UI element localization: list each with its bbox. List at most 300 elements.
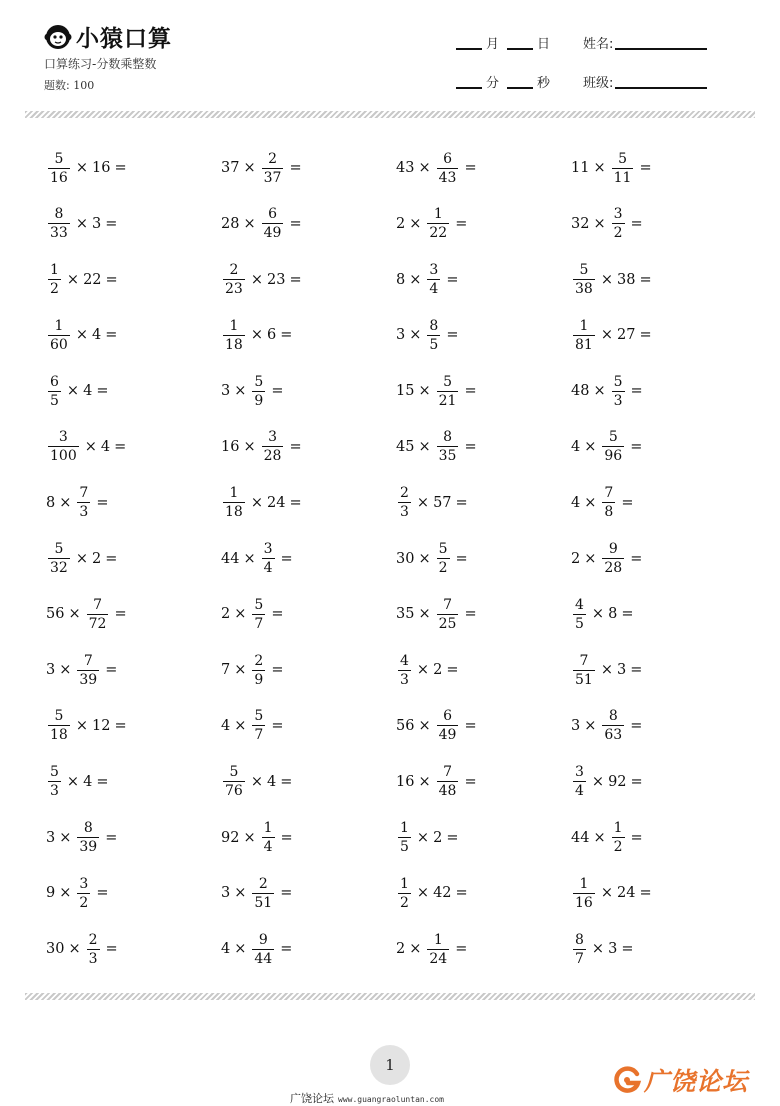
denominator: 35 [438, 448, 457, 465]
equals-sign: = [621, 606, 634, 623]
equals-sign: = [630, 717, 643, 734]
numerator: 3 [263, 541, 273, 558]
equals-sign: = [114, 606, 127, 623]
fraction [573, 654, 595, 687]
fraction [77, 654, 99, 687]
equals-sign: = [455, 885, 468, 902]
denominator: 44 [254, 950, 273, 967]
equals-sign: = [271, 606, 284, 623]
numerator: 1 [54, 317, 64, 334]
fraction [252, 654, 265, 687]
times-sign: × [600, 327, 613, 344]
fraction [223, 486, 245, 519]
equals-sign: = [455, 941, 468, 958]
integer: 16 [396, 773, 415, 790]
integer: 8 [608, 606, 618, 623]
times-sign: × [66, 271, 80, 288]
denominator: 51 [575, 671, 593, 688]
fraction [262, 207, 284, 240]
times-sign: × [250, 271, 263, 288]
fraction [602, 430, 624, 463]
denominator: 4 [263, 560, 273, 577]
denominator: 9 [254, 392, 264, 409]
denominator: 24 [429, 950, 448, 967]
problem-item [46, 647, 221, 693]
numerator: 3 [268, 429, 277, 446]
numerator: 9 [258, 931, 268, 948]
equals-sign: = [464, 383, 477, 400]
denominator: 18 [225, 336, 243, 353]
integer: 3 [616, 662, 627, 679]
day-label: 日 [537, 37, 551, 52]
fraction [573, 933, 586, 966]
denominator: 16 [50, 169, 68, 186]
numerator: 8 [608, 708, 618, 725]
integer: 43 [396, 160, 415, 176]
equals-sign: = [105, 941, 118, 958]
equals-sign: = [289, 438, 302, 455]
numerator: 8 [83, 820, 93, 837]
numerator: 4 [400, 652, 409, 669]
times-sign: × [584, 550, 597, 567]
fraction [252, 709, 265, 742]
problem-item [221, 312, 396, 358]
times-sign: × [409, 327, 422, 344]
times-sign: × [418, 717, 431, 734]
problem-item [396, 870, 571, 916]
integer: 23 [266, 271, 286, 288]
equals-sign: = [446, 327, 459, 344]
times-sign: × [418, 383, 431, 400]
problem-item [221, 536, 396, 582]
equals-sign: = [630, 550, 643, 567]
integer: 4 [83, 383, 93, 400]
integer: 3 [46, 829, 56, 846]
denominator: 60 [50, 336, 68, 353]
class-blank[interactable] [615, 87, 707, 89]
denominator: 63 [604, 727, 623, 744]
fraction [573, 765, 586, 798]
denominator: 4 [575, 783, 584, 800]
numerator: 1 [229, 485, 239, 502]
problem-item [46, 201, 221, 247]
equals-sign: = [446, 271, 459, 288]
denominator: 38 [575, 281, 593, 298]
problem-item [221, 368, 396, 414]
integer: 11 [571, 160, 590, 176]
denominator: 81 [575, 336, 593, 353]
numerator: 5 [254, 596, 264, 613]
problem-item [46, 424, 221, 470]
equals-sign: = [464, 773, 477, 790]
problem-item [221, 870, 396, 916]
fraction [262, 152, 284, 185]
denominator: 3 [79, 504, 89, 521]
problem-item [571, 145, 746, 191]
problem-item [221, 759, 396, 805]
integer: 3 [91, 215, 102, 232]
problem-item [46, 870, 221, 916]
numerator: 2 [88, 931, 98, 948]
minute-label: 分 [486, 76, 500, 91]
times-sign: × [243, 160, 256, 176]
problem-item [46, 591, 221, 637]
fraction [223, 319, 245, 352]
watermark-text: 广饶论坛 [644, 1067, 749, 1096]
fraction [262, 821, 275, 854]
equals-sign: = [280, 829, 293, 846]
times-sign: × [416, 885, 430, 902]
equals-sign: = [639, 327, 652, 344]
problem-item [46, 368, 221, 414]
denominator: 2 [79, 894, 89, 911]
problem-item [571, 201, 746, 247]
integer: 56 [46, 606, 65, 623]
page-number-text: 1 [385, 1056, 395, 1074]
denominator: 3 [88, 950, 98, 967]
fraction [262, 430, 284, 463]
fraction [48, 319, 70, 352]
equals-sign: = [280, 327, 293, 344]
equals-sign: = [105, 215, 118, 232]
times-sign: × [234, 885, 247, 902]
bottom-divider [25, 993, 755, 1000]
problem-item [571, 368, 746, 414]
denominator: 3 [50, 783, 59, 800]
problem-item [571, 870, 746, 916]
numerator: 6 [268, 206, 277, 223]
equals-sign: = [630, 829, 643, 846]
numerator: 1 [433, 206, 443, 223]
name-blank[interactable] [615, 48, 707, 50]
problem-item [46, 312, 221, 358]
denominator: 5 [575, 615, 584, 632]
numerator: 8 [429, 317, 439, 334]
integer: 57 [433, 494, 452, 511]
integer: 12 [91, 717, 111, 734]
times-sign: × [600, 271, 613, 288]
equals-sign: = [464, 606, 477, 623]
problem-item [571, 759, 746, 805]
times-sign: × [416, 829, 430, 846]
times-sign: × [234, 606, 247, 623]
integer: 45 [396, 438, 415, 455]
equals-sign: = [289, 494, 302, 511]
integer: 42 [433, 885, 452, 902]
integer: 2 [433, 662, 443, 679]
numerator: 1 [579, 317, 589, 334]
denominator: 2 [438, 560, 448, 577]
equals-sign: = [280, 885, 293, 902]
equals-sign: = [289, 215, 302, 232]
numerator: 1 [613, 820, 623, 837]
second-blank[interactable] [507, 87, 533, 89]
times-sign: × [59, 829, 72, 846]
integer: 9 [46, 885, 56, 902]
fraction [427, 933, 449, 966]
problem-item [46, 759, 221, 805]
integer: 2 [396, 215, 406, 232]
equals-sign: = [464, 717, 477, 734]
equals-sign: = [114, 717, 127, 734]
numerator: 5 [50, 764, 59, 781]
denominator: 11 [613, 169, 632, 186]
fraction [437, 430, 459, 463]
denominator: 76 [225, 783, 243, 800]
integer: 4 [266, 773, 277, 790]
equals-sign: = [630, 773, 643, 790]
equals-sign: = [96, 885, 109, 902]
integer: 7 [221, 662, 231, 679]
denominator: 5 [400, 839, 409, 856]
footer-site-url: www.guangraoluntan.com [338, 1095, 444, 1104]
times-sign: × [409, 271, 422, 288]
problem-item [396, 201, 571, 247]
numerator: 8 [575, 931, 584, 948]
equals-sign: = [280, 773, 293, 790]
equals-sign: = [96, 494, 109, 511]
integer: 15 [396, 383, 415, 400]
denominator: 2 [613, 839, 623, 856]
problem-item [221, 145, 396, 191]
numerator: 2 [400, 485, 409, 502]
numerator: 5 [254, 708, 264, 725]
fraction [612, 821, 625, 854]
integer: 30 [46, 941, 65, 958]
equals-sign: = [455, 550, 468, 567]
problem-item [221, 815, 396, 861]
page-number [370, 1045, 410, 1085]
denominator: 18 [50, 727, 68, 744]
fraction [437, 598, 459, 631]
times-sign: × [68, 606, 81, 623]
fraction [77, 486, 90, 519]
denominator: 28 [263, 448, 282, 465]
times-sign: × [409, 215, 422, 232]
fraction [573, 598, 586, 631]
times-sign: × [593, 383, 606, 400]
fraction [602, 542, 624, 575]
numerator: 1 [400, 820, 409, 837]
numerator: 2 [229, 262, 239, 279]
denominator: 22 [429, 225, 448, 242]
integer: 92 [221, 829, 240, 846]
numerator: 5 [229, 764, 239, 781]
times-sign: × [584, 494, 597, 511]
times-sign: × [250, 773, 263, 790]
count-label: 题数: [44, 79, 70, 92]
top-divider [25, 111, 755, 118]
problem-item [396, 536, 571, 582]
times-sign: × [591, 606, 605, 623]
times-sign: × [75, 327, 88, 344]
integer: 3 [396, 327, 406, 344]
numerator: 2 [258, 875, 268, 892]
denominator: 5 [429, 336, 439, 353]
problem-item [46, 815, 221, 861]
fraction [427, 263, 440, 296]
times-sign: × [418, 160, 431, 176]
problem-item [396, 647, 571, 693]
denominator: 39 [79, 671, 98, 688]
integer: 44 [571, 829, 590, 846]
footer-site-name: 广饶论坛 [290, 1092, 334, 1105]
numerator: 6 [50, 373, 59, 390]
time-field[interactable] [456, 72, 558, 91]
numerator: 5 [608, 429, 618, 446]
problem-item [396, 424, 571, 470]
equals-sign: = [455, 215, 468, 232]
equals-sign: = [455, 494, 468, 511]
denominator: 7 [254, 615, 264, 632]
fraction [437, 375, 459, 408]
numerator: 7 [79, 485, 89, 502]
times-sign: × [416, 662, 430, 679]
problem-item [221, 647, 396, 693]
times-sign: × [418, 438, 431, 455]
equals-sign: = [280, 550, 293, 567]
times-sign: × [59, 885, 72, 902]
class-field[interactable] [583, 72, 711, 91]
fraction [612, 152, 634, 185]
problem-item [571, 647, 746, 693]
times-sign: × [75, 215, 88, 232]
fraction [573, 877, 595, 910]
times-sign: × [593, 160, 606, 176]
day-blank[interactable] [507, 48, 533, 50]
problem-item [221, 926, 396, 972]
numerator: 5 [438, 541, 448, 558]
fraction [437, 152, 459, 185]
integer: 2 [396, 941, 406, 958]
fraction [437, 542, 450, 575]
numerator: 2 [254, 652, 264, 669]
problem-item [46, 145, 221, 191]
denominator: 2 [400, 894, 409, 911]
equals-sign: = [289, 271, 302, 288]
integer: 8 [46, 494, 56, 511]
count-value: 100 [73, 79, 95, 92]
numerator: 5 [618, 150, 627, 167]
numerator: 7 [93, 596, 102, 613]
denominator: 2 [50, 281, 59, 298]
times-sign: × [418, 550, 431, 567]
month-label: 月 [486, 37, 500, 52]
numerator: 3 [429, 262, 439, 279]
problem-item [571, 703, 746, 749]
second-label: 秒 [537, 76, 551, 91]
numerator: 8 [54, 206, 64, 223]
denominator: 18 [225, 504, 243, 521]
fraction [87, 598, 109, 631]
integer: 38 [616, 271, 636, 288]
times-sign: × [584, 438, 597, 455]
equals-sign: = [630, 438, 643, 455]
integer: 4 [221, 941, 231, 958]
numerator: 5 [579, 262, 589, 279]
integer: 6 [266, 327, 277, 344]
problem-item [221, 201, 396, 247]
problem-item [396, 480, 571, 526]
equals-sign: = [96, 773, 109, 790]
times-sign: × [591, 941, 605, 958]
month-blank[interactable] [456, 48, 482, 50]
equals-sign: = [114, 438, 127, 455]
problem-item [571, 480, 746, 526]
integer: 2 [221, 606, 231, 623]
fraction [252, 375, 265, 408]
fraction [252, 598, 265, 631]
fraction [252, 877, 274, 910]
integer: 28 [221, 215, 240, 232]
numerator: 7 [579, 652, 589, 669]
date-field[interactable] [456, 33, 558, 52]
monkey-logo-icon [44, 23, 72, 51]
fraction [573, 263, 595, 296]
denominator: 8 [604, 504, 614, 521]
times-sign: × [243, 829, 256, 846]
minute-blank[interactable] [456, 87, 482, 89]
numerator: 7 [604, 485, 614, 502]
denominator: 4 [263, 839, 273, 856]
numerator: 6 [443, 708, 452, 725]
fraction [262, 542, 275, 575]
integer: 3 [221, 383, 231, 400]
numerator: 7 [83, 652, 93, 669]
problem-item [571, 815, 746, 861]
equals-sign: = [464, 160, 477, 176]
numerator: 1 [433, 931, 443, 948]
denominator: 37 [263, 169, 282, 186]
numerator: 5 [613, 373, 623, 390]
equals-sign: = [105, 327, 118, 344]
times-sign: × [418, 606, 431, 623]
denominator: 7 [575, 950, 584, 967]
worksheet-title: 口算练习-分数乘整数 [44, 57, 157, 71]
integer: 16 [221, 438, 240, 455]
problem-item [571, 424, 746, 470]
denominator: 23 [225, 281, 243, 298]
equals-sign: = [639, 271, 652, 288]
integer: 30 [396, 550, 415, 567]
numerator: 1 [263, 820, 273, 837]
denominator: 72 [88, 615, 107, 632]
equals-sign: = [289, 160, 302, 176]
integer: 3 [46, 662, 56, 679]
numerator: 7 [443, 764, 452, 781]
denominator: 49 [263, 225, 282, 242]
integer: 4 [100, 438, 111, 455]
times-sign: × [66, 383, 80, 400]
integer: 32 [571, 215, 590, 232]
fraction [48, 152, 70, 185]
equals-sign: = [271, 662, 284, 679]
fraction [223, 263, 245, 296]
problem-grid [46, 145, 746, 982]
problem-item [46, 480, 221, 526]
denominator: 21 [438, 392, 457, 409]
name-field[interactable] [583, 33, 711, 52]
denominator: 32 [50, 560, 68, 577]
equals-sign: = [621, 941, 634, 958]
times-sign: × [250, 327, 263, 344]
integer: 16 [91, 160, 111, 176]
numerator: 1 [400, 875, 409, 892]
integer: 2 [571, 550, 581, 567]
numerator: 6 [443, 150, 452, 167]
equals-sign: = [630, 383, 643, 400]
problem-item [46, 536, 221, 582]
